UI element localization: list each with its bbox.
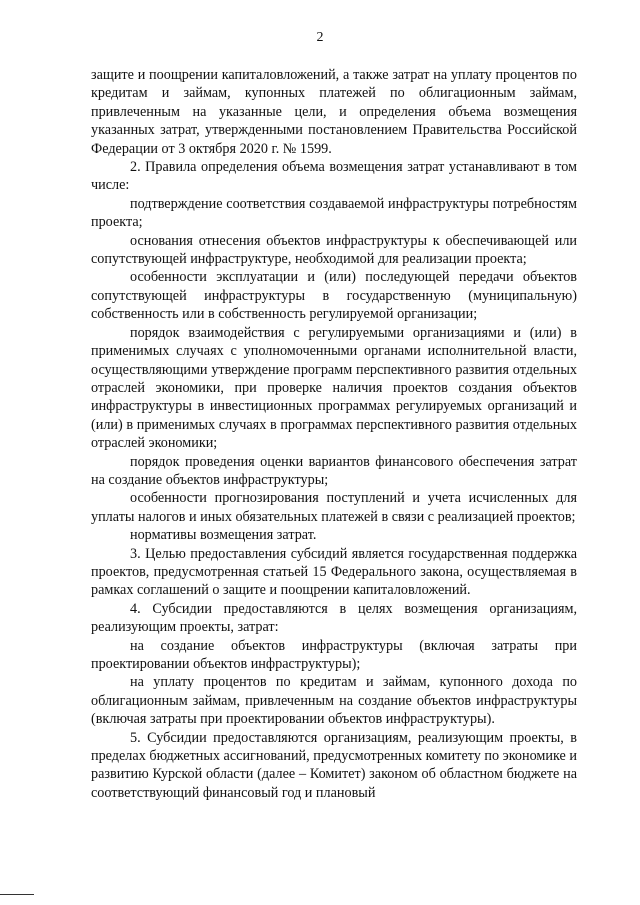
paragraph-item-4: 4. Субсидии предоставляются в целях возмещения организациям, реализующим проекты, затрат: (91, 600, 577, 636)
paragraph-cost-interest-payment: на уплату процентов по кредитам и займам, купонного дохода по облигационным займам, привлеченным на создание объектов инфраструктуры (включая затраты при проектировании объектов инфраструктуры). (91, 674, 577, 728)
paragraph-cost-infrastructure-creation: на создание объектов инфраструктуры (включая затраты при проектировании объектов инфраструктуры); (91, 637, 577, 672)
paragraph-rule-financing-assessment: порядок проведения оценки вариантов финансового обеспечения затрат на создание объектов инфраструктуры; (91, 453, 577, 488)
paragraph-item-2: 2. Правила определения объема возмещения затрат устанавливают в том числе: (91, 159, 577, 194)
document-body (91, 66, 577, 802)
paragraph-rule-reimbursement-norms: нормативы возмещения затрат. (130, 527, 317, 544)
paragraph-item-3: 3. Целью предоставления субсидий является государственная поддержка проектов, предусмотренная статьей 15 Федерального закона, осуществляемая в рамках соглашений о защите и поощрении капиталовложений. (91, 545, 577, 599)
paragraph-rule-interaction: порядок взаимодействия с регулируемыми организациями и (или) в применимых случаях с уполномоченными органами исполнительной власти, осуществляющими утверждение программ перспективного развития отдельных отраслей экономики, при проверке наличия проектов создания объектов инфраструктуры в инвестиционных программах регулируемых организаций и (или) в применимых случаях в программах перспективного развития отдельных отраслей экономики; (91, 324, 577, 452)
paragraph-rule-infrastructure-confirmation: подтверждение соответствия создаваемой инфраструктуры потребностям проекта; (91, 195, 577, 231)
paragraph-rule-tax-forecasting: особенности прогнозирования поступлений и учета исчисленных для уплаты налогов и иных обязательных платежей в связи с реализацией проектов; (91, 490, 577, 525)
paragraph-rule-operation-transfer: особенности эксплуатации и (или) последующей передачи объектов сопутствующей инфраструктуры в государственную (муниципальную) собственность или в собственность регулируемой организации; (91, 269, 577, 323)
paragraph-item-5: 5. Субсидии предоставляются организациям, реализующим проекты, в пределах бюджетных ассигнований, предусмотренных комитету по экономике и развитию Курской области (далее – Комитет) законом об областном бюджете на соответствующий финансовый год и плановый (91, 729, 577, 801)
page-number: 2 (316, 30, 324, 45)
footer-line (0, 894, 34, 895)
paragraph-continuation: защите и поощрении капиталовложений, а также затрат на уплату процентов по кредитам и займам, купонных платежей по облигационным займам, привлеченным на указанные цели, и определения объема возмещения указанных затрат, утвержденными постановлением Правительства Российской Федерации от 3 октября 2020 г. № 1599. (91, 67, 577, 157)
paragraph-rule-infrastructure-grounds: основания отнесения объектов инфраструктуры к обеспечивающей или сопутствующей инфраструктуре, необходимой для реализации проекта; (91, 232, 577, 268)
